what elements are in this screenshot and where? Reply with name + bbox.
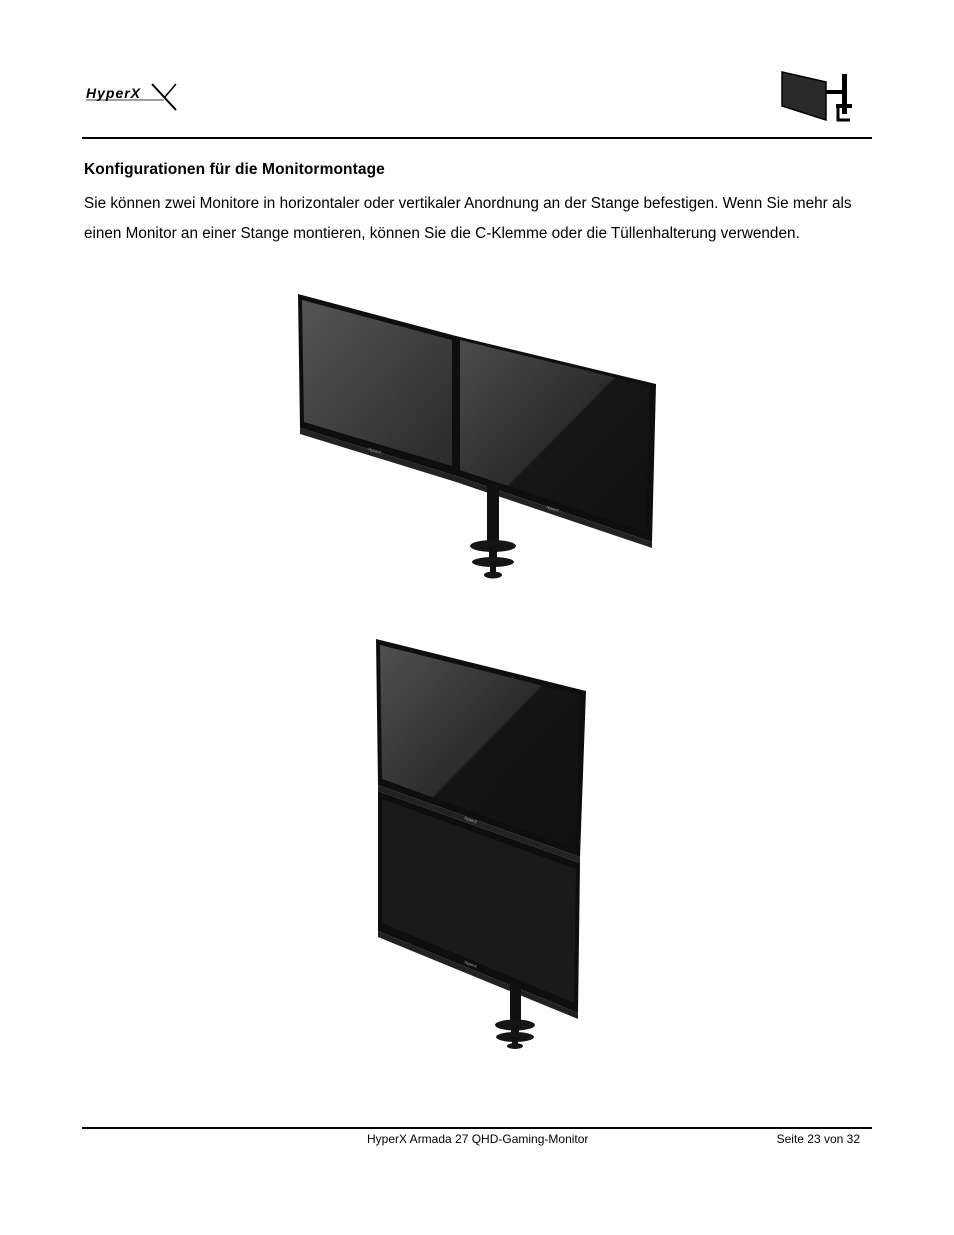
bezel-logo-text: HyperX — [463, 959, 478, 969]
footer-document-title: HyperX Armada 27 QHD-Gaming-Monitor — [367, 1132, 589, 1146]
monitor-arm-icon — [776, 68, 856, 126]
header-divider — [82, 137, 872, 139]
dual-monitor-vertical-illustration — [368, 633, 598, 1053]
dual-monitor-horizontal-illustration — [290, 288, 670, 588]
body-paragraph: Sie können zwei Monitore in horizontaler oder vertikaler Anordnung an der Stange befestigen. Wenn Sie mehr als einen Monitor an einer Stange montieren, können Sie die C-Klemme oder die Tüllenhalterung verwenden. — [84, 195, 852, 242]
section-title: Konfigurationen für die Monitormontage — [84, 161, 385, 178]
logo-text: HyperX — [86, 85, 142, 101]
footer-page-number: Seite 23 von 32 — [776, 1132, 860, 1146]
bezel-logo-text: HyperX — [463, 815, 478, 825]
bezel-logo-text: HyperX — [545, 504, 560, 514]
hyperx-logo-icon — [84, 80, 184, 112]
footer-divider — [82, 1127, 872, 1129]
bezel-logo-text: HyperX — [367, 446, 382, 455]
